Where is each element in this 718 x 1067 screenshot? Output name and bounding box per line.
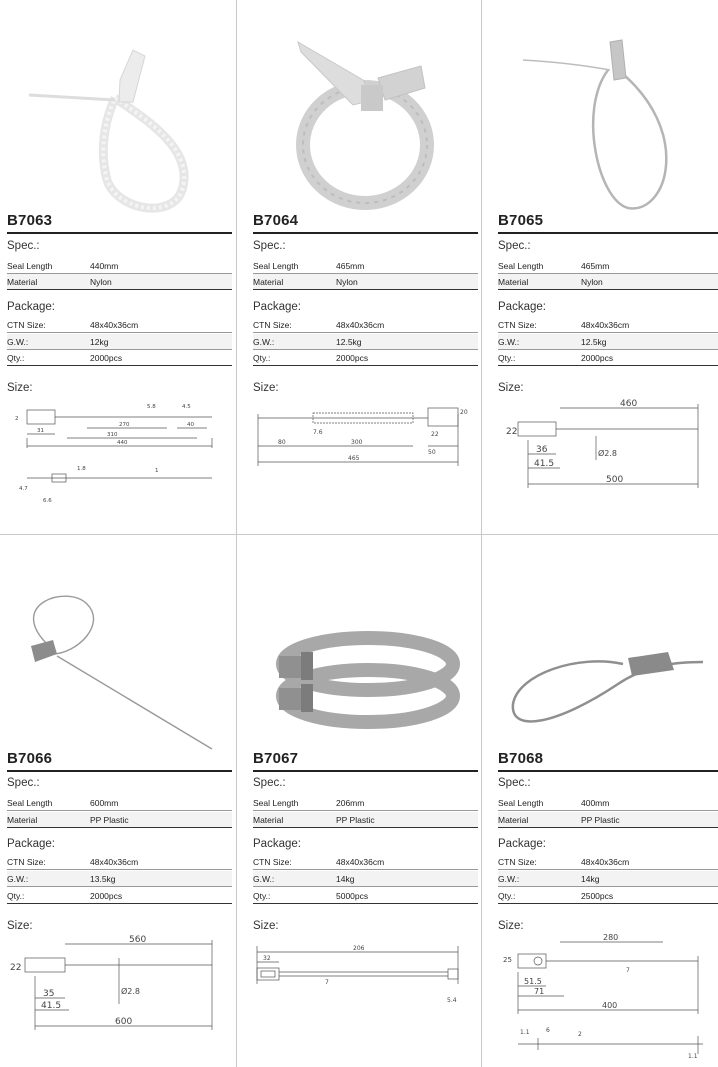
spec-row-seal-length <box>7 258 232 274</box>
dim-label: 7 <box>626 967 630 974</box>
row-label: Qty.: <box>7 891 25 901</box>
package-row-qty <box>253 888 478 904</box>
dim-label: 6.6 <box>43 498 52 504</box>
size-heading: Size: <box>498 920 524 932</box>
dim-label: 25 <box>503 956 512 964</box>
row-label: G.W.: <box>7 337 29 347</box>
row-value: 14kg <box>581 874 600 884</box>
product-card-b7066 <box>7 534 232 1067</box>
row-label: Material <box>498 815 529 825</box>
row-label: Seal Length <box>253 798 299 808</box>
dimension-drawing <box>253 404 478 479</box>
product-card-b7063 <box>7 0 232 534</box>
row-value: 600mm <box>90 798 119 808</box>
dim-label: 22 <box>506 427 518 437</box>
dim-label: 7 <box>325 979 329 986</box>
dim-label: 1.1 <box>520 1029 530 1036</box>
row-label: CTN Size: <box>253 320 292 330</box>
dimension-drawing <box>498 396 718 496</box>
row-value: 14kg <box>336 874 355 884</box>
row-label: CTN Size: <box>7 320 46 330</box>
dim-label: 22 <box>10 963 22 973</box>
package-row-gw <box>7 871 232 887</box>
dim-label: 80 <box>278 439 286 446</box>
dim-label: 6 <box>546 1027 550 1034</box>
row-label: G.W.: <box>253 337 275 347</box>
row-value: PP Plastic <box>336 815 375 825</box>
code-underline <box>498 770 718 772</box>
spec-row-seal-length <box>498 258 718 274</box>
package-heading: Package: <box>498 838 546 850</box>
size-heading: Size: <box>7 382 33 394</box>
row-value: 48x40x36cm <box>90 320 139 330</box>
row-label: Material <box>253 815 284 825</box>
dim-label: 50 <box>428 449 436 456</box>
row-value: 465mm <box>581 261 610 271</box>
dim-label: 36 <box>536 445 548 455</box>
spec-row-material <box>498 274 718 290</box>
package-heading: Package: <box>7 301 55 313</box>
row-value: Nylon <box>90 277 112 287</box>
dim-label: 5.4 <box>447 997 457 1004</box>
package-row-qty <box>7 888 232 904</box>
row-label: G.W.: <box>498 874 520 884</box>
row-value: PP Plastic <box>90 815 129 825</box>
package-row-gw <box>253 871 478 887</box>
package-row-ctn <box>7 854 232 870</box>
row-value: 2000pcs <box>90 353 123 363</box>
dim-label: 22 <box>431 431 439 438</box>
dim-label: Ø2.8 <box>121 987 141 996</box>
package-row-qty <box>253 350 478 366</box>
product-code: B7065 <box>498 212 544 229</box>
row-label: Qty.: <box>7 353 25 363</box>
seal-photo <box>498 30 718 230</box>
dimension-drawing <box>498 932 718 1062</box>
row-label: Seal Length <box>498 798 544 808</box>
package-row-ctn <box>253 854 478 870</box>
row-label: Seal Length <box>498 261 544 271</box>
code-underline <box>7 770 232 772</box>
dimension-drawing <box>7 932 232 1032</box>
spec-row-material <box>7 274 232 290</box>
product-code: B7067 <box>253 750 299 767</box>
row-label: G.W.: <box>253 874 275 884</box>
package-heading: Package: <box>498 301 546 313</box>
dim-label: 35 <box>43 989 55 999</box>
dimension-drawing <box>253 938 478 1018</box>
dim-label: 1.1 <box>688 1053 698 1060</box>
row-value: Nylon <box>336 277 358 287</box>
spec-heading: Spec.: <box>7 777 40 789</box>
row-value: 12kg <box>90 337 109 347</box>
row-label: Seal Length <box>7 798 53 808</box>
row-value: 12.5kg <box>336 337 362 347</box>
row-value: 2500pcs <box>581 891 614 901</box>
dim-label: 1.8 <box>77 466 86 472</box>
package-row-gw <box>498 334 718 350</box>
size-heading: Size: <box>7 920 33 932</box>
package-heading: Package: <box>253 301 301 313</box>
dim-label: 41.5 <box>41 1001 62 1011</box>
row-label: G.W.: <box>7 874 29 884</box>
spec-heading: Spec.: <box>7 240 40 252</box>
row-label: CTN Size: <box>498 857 537 867</box>
row-value: 440mm <box>90 261 119 271</box>
row-label: Qty.: <box>253 891 271 901</box>
product-card-b7067 <box>253 534 478 1067</box>
package-heading: Package: <box>7 838 55 850</box>
row-value: 400mm <box>581 798 610 808</box>
row-value: 2000pcs <box>90 891 123 901</box>
seal-photo <box>498 574 718 774</box>
dim-label: 440 <box>117 440 128 446</box>
size-heading: Size: <box>498 382 524 394</box>
spec-row-material <box>253 274 478 290</box>
dim-label: 41.5 <box>534 459 555 469</box>
package-row-gw <box>253 334 478 350</box>
seal-photo <box>253 574 478 774</box>
dim-label: 400 <box>602 1001 618 1010</box>
product-code: B7063 <box>7 212 53 229</box>
spec-row-material <box>7 812 232 828</box>
row-value: 48x40x36cm <box>581 320 630 330</box>
dim-label: 71 <box>534 987 545 996</box>
code-underline <box>253 232 478 234</box>
product-code: B7068 <box>498 750 544 767</box>
dim-label: 460 <box>620 399 638 409</box>
row-label: CTN Size: <box>498 320 537 330</box>
package-row-qty <box>498 350 718 366</box>
row-value: 48x40x36cm <box>90 857 139 867</box>
code-underline <box>253 770 478 772</box>
spec-row-material <box>498 812 718 828</box>
row-value: 206mm <box>336 798 365 808</box>
package-row-ctn <box>498 317 718 333</box>
dim-label: 300 <box>351 439 363 446</box>
dim-label: 560 <box>129 935 147 945</box>
package-row-ctn <box>253 317 478 333</box>
row-label: Seal Length <box>7 261 53 271</box>
seal-photo <box>7 30 232 230</box>
dim-label: 2 <box>578 1031 582 1038</box>
package-row-gw <box>498 871 718 887</box>
dim-label: 206 <box>353 945 365 952</box>
package-row-ctn <box>498 854 718 870</box>
dim-label: 270 <box>119 422 130 428</box>
package-row-gw <box>7 334 232 350</box>
row-value: 465mm <box>336 261 365 271</box>
row-label: Material <box>7 815 38 825</box>
product-code: B7066 <box>7 750 53 767</box>
seal-photo <box>253 30 478 230</box>
row-label: Qty.: <box>498 891 516 901</box>
row-value: 2000pcs <box>336 353 369 363</box>
row-value: 5000pcs <box>336 891 369 901</box>
row-label: Material <box>498 277 529 287</box>
dim-label: 310 <box>107 432 118 438</box>
row-value: PP Plastic <box>581 815 620 825</box>
dim-label: 51.5 <box>524 977 542 986</box>
spec-row-seal-length <box>7 795 232 811</box>
spec-heading: Spec.: <box>498 777 531 789</box>
dim-label: 280 <box>603 933 619 942</box>
dim-label: 600 <box>115 1017 133 1027</box>
package-row-qty <box>498 888 718 904</box>
row-value: 48x40x36cm <box>581 857 630 867</box>
seal-photo <box>7 574 232 774</box>
size-heading: Size: <box>253 382 279 394</box>
dim-label: 465 <box>348 455 360 462</box>
dim-label: 40 <box>187 422 194 428</box>
code-underline <box>498 232 718 234</box>
row-label: Qty.: <box>253 353 271 363</box>
product-card-b7068 <box>498 534 718 1067</box>
row-value: 12.5kg <box>581 337 607 347</box>
dim-label: 31 <box>37 428 44 434</box>
row-label: CTN Size: <box>253 857 292 867</box>
row-label: Material <box>7 277 38 287</box>
dim-label: 2 <box>15 416 19 422</box>
row-label: Seal Length <box>253 261 299 271</box>
row-label: Material <box>253 277 284 287</box>
code-underline <box>7 232 232 234</box>
row-label: Qty.: <box>498 353 516 363</box>
dim-label: 1 <box>155 468 159 474</box>
package-row-ctn <box>7 317 232 333</box>
dimension-drawing <box>7 398 232 513</box>
spec-row-seal-length <box>253 258 478 274</box>
spec-heading: Spec.: <box>253 240 286 252</box>
dim-label: 500 <box>606 475 624 485</box>
spec-row-seal-length <box>498 795 718 811</box>
package-row-qty <box>7 350 232 366</box>
dim-label: 20 <box>460 409 468 416</box>
spec-heading: Spec.: <box>498 240 531 252</box>
package-heading: Package: <box>253 838 301 850</box>
dim-label: Ø2.8 <box>598 449 618 458</box>
dim-label: 4.7 <box>19 486 28 492</box>
size-heading: Size: <box>253 920 279 932</box>
dim-label: 7.6 <box>313 429 323 436</box>
spec-row-material <box>253 812 478 828</box>
row-label: CTN Size: <box>7 857 46 867</box>
row-value: 48x40x36cm <box>336 857 385 867</box>
dim-label: 32 <box>263 955 271 962</box>
dim-label: 5.8 <box>147 404 156 410</box>
dim-label: 4.5 <box>182 404 191 410</box>
product-card-b7064 <box>253 0 478 534</box>
product-card-b7065 <box>498 0 718 534</box>
spec-row-seal-length <box>253 795 478 811</box>
row-value: Nylon <box>581 277 603 287</box>
spec-heading: Spec.: <box>253 777 286 789</box>
row-label: G.W.: <box>498 337 520 347</box>
row-value: 13.5kg <box>90 874 116 884</box>
product-code: B7064 <box>253 212 299 229</box>
row-value: 48x40x36cm <box>336 320 385 330</box>
row-value: 2000pcs <box>581 353 614 363</box>
